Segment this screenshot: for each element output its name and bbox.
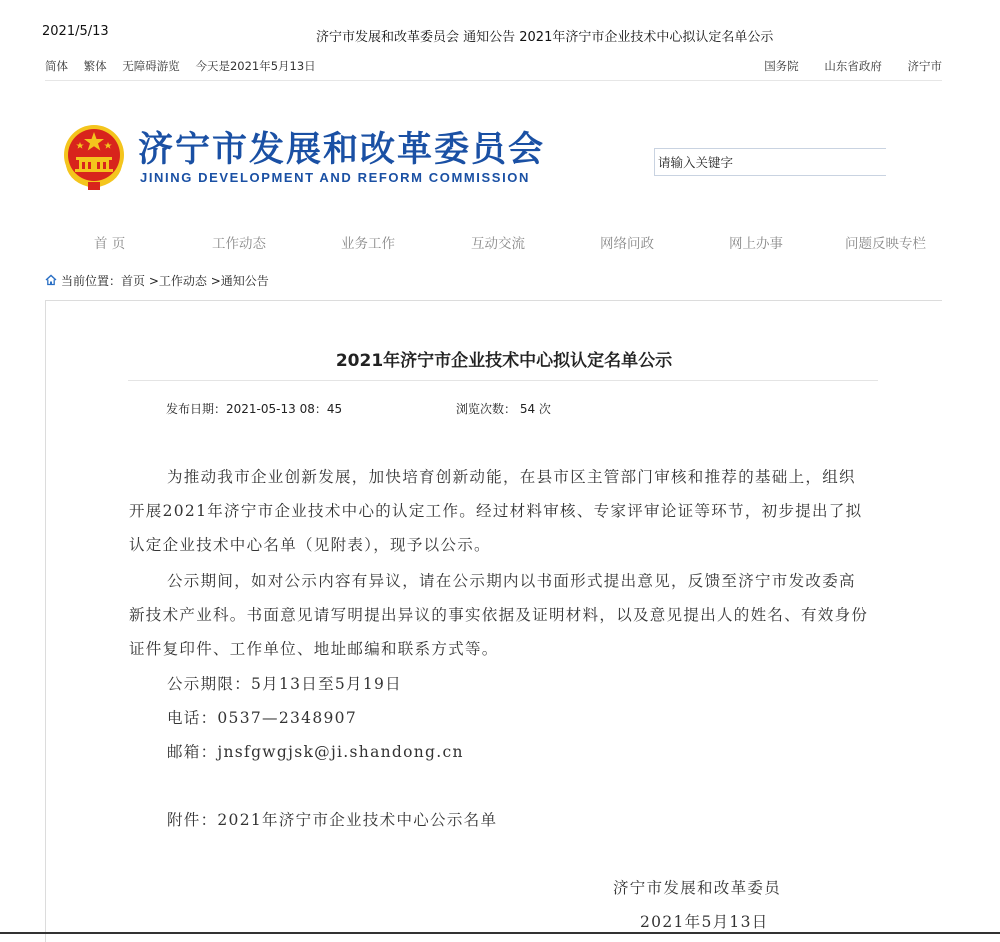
view-count [456,400,551,417]
article-title: 2021年济宁市企业技术中心拟认定名单公示 [335,351,673,371]
breadcrumb-label: 当前位置： [61,274,122,288]
print-header [0,24,1000,44]
main-nav [45,232,942,252]
state-council-link[interactable]: 国务院 [764,59,799,73]
view-count-label: 浏览次数： [456,402,517,416]
print-date: 2021/5/13 [42,24,109,39]
signature: 济宁市发展和改革委员 [613,879,782,897]
today-date: 今天是2021年5月13日 [195,59,316,73]
sign-date: 2021年5月13日 [640,913,769,931]
breadcrumb-home[interactable]: 首页 [121,274,146,288]
jining-link[interactable]: 济宁市 [907,59,942,73]
accessibility-link[interactable]: 无障碍游览 [122,59,180,73]
traditional-chinese-link[interactable]: 繁体 [83,59,107,73]
top-bar [45,58,942,74]
attachment-link[interactable]: 附件：2021年济宁市企业技术中心公示名单 [167,811,498,829]
national-emblem-icon [58,122,130,192]
topbar-divider [45,80,942,81]
contact-phone: 电话：0537—2348907 [167,709,357,727]
breadcrumb-notices[interactable]: >通知公告 [210,274,269,288]
search-input[interactable] [655,149,886,175]
shandong-gov-link[interactable]: 山东省政府 [824,59,882,73]
nav-online-inquiry[interactable]: 网络问政 [600,236,654,252]
page-bottom-divider [0,932,1000,934]
publish-date-value: 2021-05-13 08：45 [226,402,343,416]
site-logo[interactable] [58,118,546,198]
view-count-value: 54 次 [519,402,551,416]
search-box [654,148,886,176]
nav-work-news[interactable]: 工作动态 [212,236,266,252]
article-paragraph-2: 公示期间，如对公示内容有异议，请在公示期内以书面形式提出意见，反馈至济宁市发改委高新技术产业科。书面意见请写明提出异议的事实依据及证明材料，以及意见提出人的姓名、有效身份证件复印件、工作单位、地址邮编和联系方式等。 [129,572,869,658]
contact-email: 邮箱：jnsfgwgjsk@ji.shandong.cn [167,743,464,761]
nav-feedback[interactable]: 问题反映专栏 [845,236,926,252]
breadcrumb-work-news[interactable]: >工作动态 [148,274,207,288]
site-name: 济宁市发展和改革委员会 [138,130,546,170]
title-divider [128,380,878,381]
article-paragraph-1: 为推动我市企业创新发展，加快培育创新动能，在县市区主管部门审核和推荐的基础上，组织开展2021年济宁市企业技术中心的认定工作。经过材料审核、专家评审论证等环节，初步提出了拟认定企业技术中心名单（见附表），现予以公示。 [129,468,863,554]
site-name-english: JINING DEVELOPMENT AND REFORM COMMISSION [140,170,530,185]
nav-home[interactable]: 首 页 [94,236,126,252]
publish-date-label: 发布日期： [166,402,227,416]
nav-online-services[interactable]: 网上办事 [729,236,783,252]
publish-date [166,400,342,417]
nav-interaction[interactable]: 互动交流 [471,236,525,252]
print-title: 济宁市发展和改革委员会 通知公告 2021年济宁市企业技术中心拟认定名单公示 [316,30,774,45]
nav-business[interactable]: 业务工作 [341,236,395,252]
simplified-chinese-link[interactable]: 简体 [45,59,68,73]
home-icon [45,274,57,286]
notice-period: 公示期限：5月13日至5月19日 [167,675,402,693]
breadcrumb [45,272,269,290]
